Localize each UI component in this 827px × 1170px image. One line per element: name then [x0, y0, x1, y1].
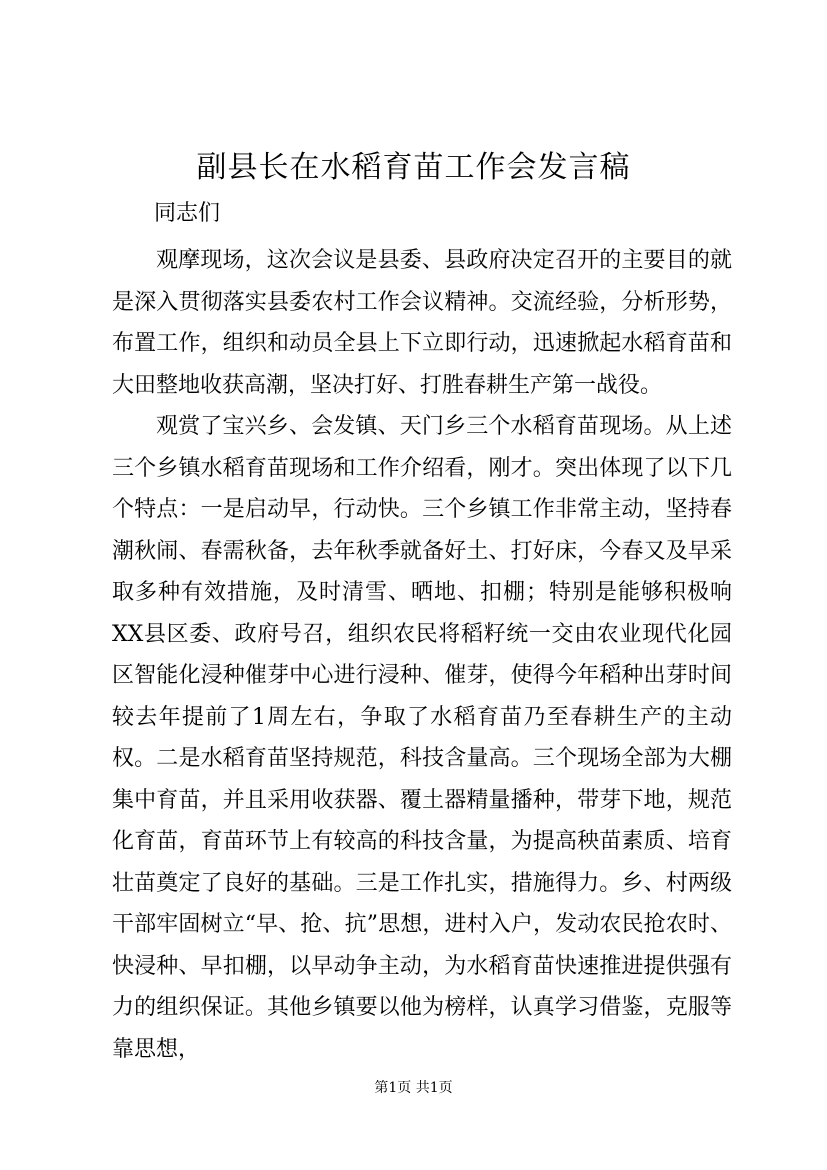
paragraph: 观摩现场，这次会议是县委、县政府决定召开的主要目的就是深入贯彻落实县委农村工作会议精神。交流经验，分析形势，布置工作，组织和动员全县上下立即行动，迅速掀起水稻育苗和大田整地收获高潮，坚决打好、打胜春耕生产第一战役。: [112, 248, 732, 398]
document-title: 副县长在水稻育苗工作会发言稿: [196, 150, 631, 185]
salutation: 同志们: [154, 201, 221, 226]
paragraph: 观赏了宝兴乡、会发镇、天门乡三个水稻育苗现场。从上述三个乡镇水稻育苗现场和工作介绍看，刚才。突出体现了以下几个特点：一是启动早，行动快。三个乡镇工作非常主动，坚持春潮秋闹、春需秋备，去年秋季就备好土、打好床，今春又及早采取多种有效措施，及时清雪、晒地、扣棚；特别是能够积极响XX县区委、政府号召，组织农民将稻籽统一交由农业现代化园区智能化浸种催芽中心进行浸种、催芽，使得今年稻种出芽时间较去年提前了1周左右，争取了水稻育苗乃至春耕生产的主动权。二是水稻育苗坚持规范，科技含量高。三个现场全部为大棚集中育苗，并且采用收获器、覆土器精量播种，带芽下地，规范化育苗，育苗环节上有较高的科技含量，为提高秧苗素质、培育壮苗奠定了良好的基础。三是工作扎实，措施得力。乡、村两级干部牢固树立“早、抢、抗”思想，进村入户，发动农民抢农时、快浸种、早扣棚，以早动争主动，为水稻育苗快速推进提供强有力的组织保证。其他乡镇要以他为榜样，认真学习借鉴，克服等靠思想，: [112, 414, 732, 1062]
document-body: [112, 240, 732, 1070]
page-footer: 第1页 共1页: [374, 1080, 453, 1096]
